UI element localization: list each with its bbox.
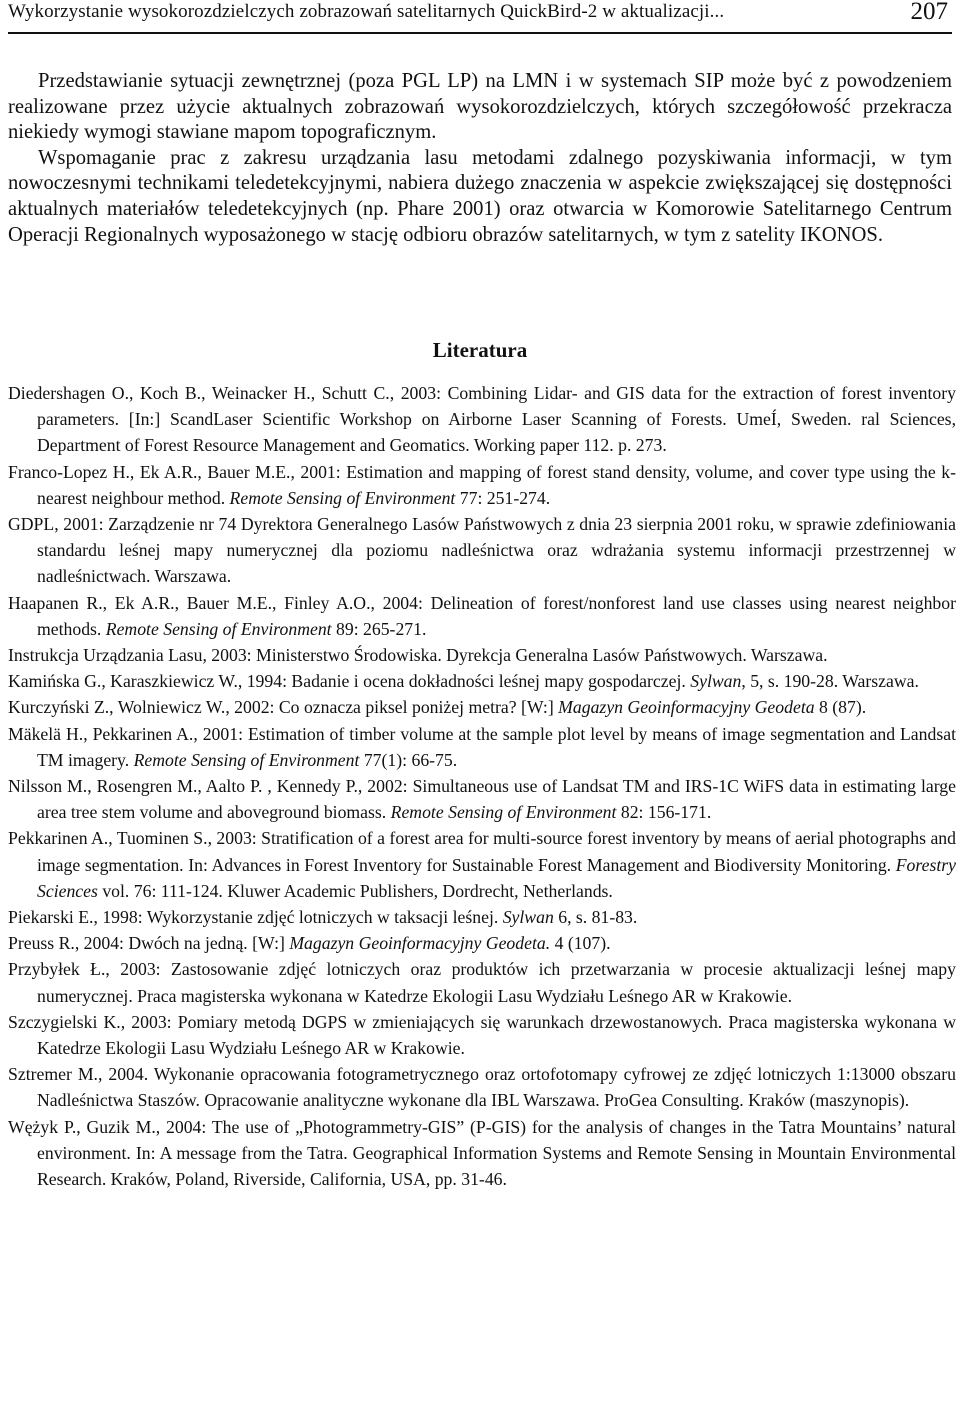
reference-text: Kamińska G., Karaszkiewicz W., 1994: Badanie i ocena dokładności leśnej mapy gospodarczej. [8, 671, 691, 692]
reference-item [8, 1114, 956, 1193]
reference-item [8, 511, 956, 590]
reference-text: Przybyłek Ł., 2003: Zastosowanie zdjęć lotniczych oraz produktów ich przetwarzania w procesie aktualizacji leśnej mapy numerycznej. Praca magisterska wykonana w Katedrze Ekologii Lasu Wydziału Leśnego AR w Krakowie. [8, 959, 956, 1006]
reference-item [8, 590, 956, 642]
reference-text: Instrukcja Urządzania Lasu, 2003: Ministerstwo Środowiska. Dyrekcja Generalna Lasów Państwowych. Warszawa. [8, 645, 828, 666]
body-paragraph: Wspomaganie prac z zakresu urządzania lasu metodami zdalnego pozyskiwania informacji, w tym nowoczesnymi technikami teledetekcyjnymi, nabiera dużego znaczenia w aspekcie zwiększającej się dostępności aktualnych materiałów teledetekcyjnych (np. Phare 2001) oraz otwarcia w Komorowie Satelitarnego Centrum Operacji Regionalnych wyposażonego w stację odbioru obrazów satelitarnych, w tym z satelity IKONOS. [8, 146, 952, 246]
reference-tail: 4 (107). [550, 933, 611, 954]
reference-tail: 77(1): 66-75. [359, 749, 458, 770]
reference-tail: 82: 156-171. [616, 802, 712, 823]
reference-text: Preuss R., 2004: Dwóch na jedną. [W:] [8, 933, 290, 954]
literature-heading: Literatura [432, 338, 528, 362]
reference-journal: Remote Sensing of Environment [390, 802, 617, 823]
body-text [8, 69, 952, 248]
reference-tail: 77: 251-274. [455, 487, 551, 508]
reference-tail: 89: 265-271. [331, 618, 427, 639]
reference-tail: 8 (87). [814, 697, 867, 718]
reference-item [8, 773, 956, 825]
reference-item [8, 668, 956, 694]
reference-journal: Remote Sensing of Environment [133, 749, 360, 770]
reference-text: Mäkelä H., Pekkarinen A., 2001: Estimation of timber volume at the sample plot level by means of image segmentation and Landsat TM imagery. [8, 723, 956, 770]
reference-tail: vol. 76: 111-124. Kluwer Academic Publishers, Dordrecht, Netherlands. [97, 880, 613, 901]
reference-text: Sztremer M., 2004. Wykonanie opracowania fotogrametrycznego oraz ortofotomapy cyfrowej ze zdjęć lotniczych 1:13000 obszaru Nadleśnictwa Staszów. Opracowanie analityczne wykonane dla IBL Warszawa. ProGea Consulting. Kraków (maszynopis). [8, 1064, 956, 1111]
reference-item [8, 721, 956, 773]
reference-journal: Magazyn Geoinformacyjny Geodeta. [289, 933, 551, 954]
reference-item [8, 825, 956, 904]
reference-item [8, 694, 956, 720]
reference-text: Diedershagen O., Koch B., Weinacker H., Schutt C., 2003: Combining Lidar- and GIS data for the extraction of forest inventory parameters. [In:] ScandLaser Scientific Workshop on Airborne Laser Scanning of Forests. UmeÍ, Sweden. ral Sciences, Department of Forest Resource Management and Geomatics. Working paper 112. p. 273. [8, 383, 956, 456]
reference-text: Szczygielski K., 2003: Pomiary metodą DGPS w zmieniających się warunkach drzewostanowych. Praca magisterska wykonana w Katedrze Ekologii Lasu Wydziału Leśnego AR w Krakowie. [8, 1011, 956, 1059]
reference-item [8, 459, 956, 511]
page-header [8, 0, 952, 34]
running-title: Wykorzystanie wysokorozdzielczych zobrazowań satelitarnych QuickBird-2 w aktualizacji... [8, 1, 725, 22]
reference-text: Kurczyński Z., Wolniewicz W., 2002: Co oznacza piksel poniżej metra? [W:] [8, 697, 559, 718]
reference-item [8, 930, 956, 956]
reference-journal: Magazyn Geoinformacyjny Geodeta [558, 697, 815, 718]
reference-text: Piekarski E., 1998: Wykorzystanie zdjęć lotniczych w taksacji leśnej. [8, 907, 503, 928]
reference-journal: Sylwan [502, 907, 554, 928]
reference-text: Franco-Lopez H., Ek A.R., Bauer M.E., 2001: Estimation and mapping of forest stand density, volume, and cover type using the k-nearest neighbour method. [8, 461, 956, 508]
reference-text: Nilsson M., Rosengren M., Aalto P. , Kennedy P., 2002: Simultaneous use of Landsat TM and IRS-1C WiFS data in estimating large area tree stem volume and aboveground biomass. [8, 776, 956, 823]
reference-journal: Remote Sensing of Environment [105, 618, 332, 639]
reference-tail: , 5, s. 190-28. Warszawa. [741, 671, 919, 692]
reference-item [8, 642, 956, 668]
reference-item [8, 1009, 956, 1061]
reference-text: Pekkarinen A., Tuominen S., 2003: Stratification of a forest area for multi-source forest inventory by means of aerial photographs and image segmentation. In: Advances in Forest Inventory for Sustainable Forest Management and Biodiversity Monitoring. [8, 828, 956, 875]
reference-journal: Remote Sensing of Environment [229, 487, 456, 508]
reference-item [8, 904, 956, 930]
reference-text: GDPL, 2001: Zarządzenie nr 74 Dyrektora Generalnego Lasów Państwowych z dnia 23 sierpnia 2001 roku, w sprawie zdefiniowania standardu leśnej mapy numerycznej dla poziomu nadleśnictwa oraz wdrażania systemu informacji przestrzennej w nadleśnictwach. Warszawa. [8, 514, 956, 587]
reference-item [8, 380, 956, 459]
reference-list [8, 380, 956, 1192]
reference-tail: 6, s. 81-83. [553, 907, 638, 928]
page-number: 207 [910, 0, 948, 25]
reference-journal: Forestry Sciences [37, 854, 956, 901]
reference-journal: Sylwan [690, 671, 742, 692]
body-paragraph: Przedstawianie sytuacji zewnętrznej (poza PGL LP) na LMN i w systemach SIP może być z powodzeniem realizowane przez użycie aktualnych zobrazowań wysokorozdzielczych, których szczegółowość przekracza niekiedy wymogi stawiane mapom topograficznym. [8, 70, 952, 144]
reference-text: Haapanen R., Ek A.R., Bauer M.E., Finley A.O., 2004: Delineation of forest/nonforest land use classes using nearest neighbor methods. [8, 592, 956, 639]
reference-item [8, 1061, 956, 1113]
reference-item [8, 956, 956, 1008]
reference-text: Wężyk P., Guzik M., 2004: The use of „Photogrammetry-GIS” (P-GIS) for the analysis of changes in the Tatra Mountains’ natural environment. In: A message from the Tatra. Geographical Information Systems and Remote Sensing in Mountain Environmental Research. Kraków, Poland, Riverside, California, USA, pp. 31-46. [8, 1116, 956, 1190]
